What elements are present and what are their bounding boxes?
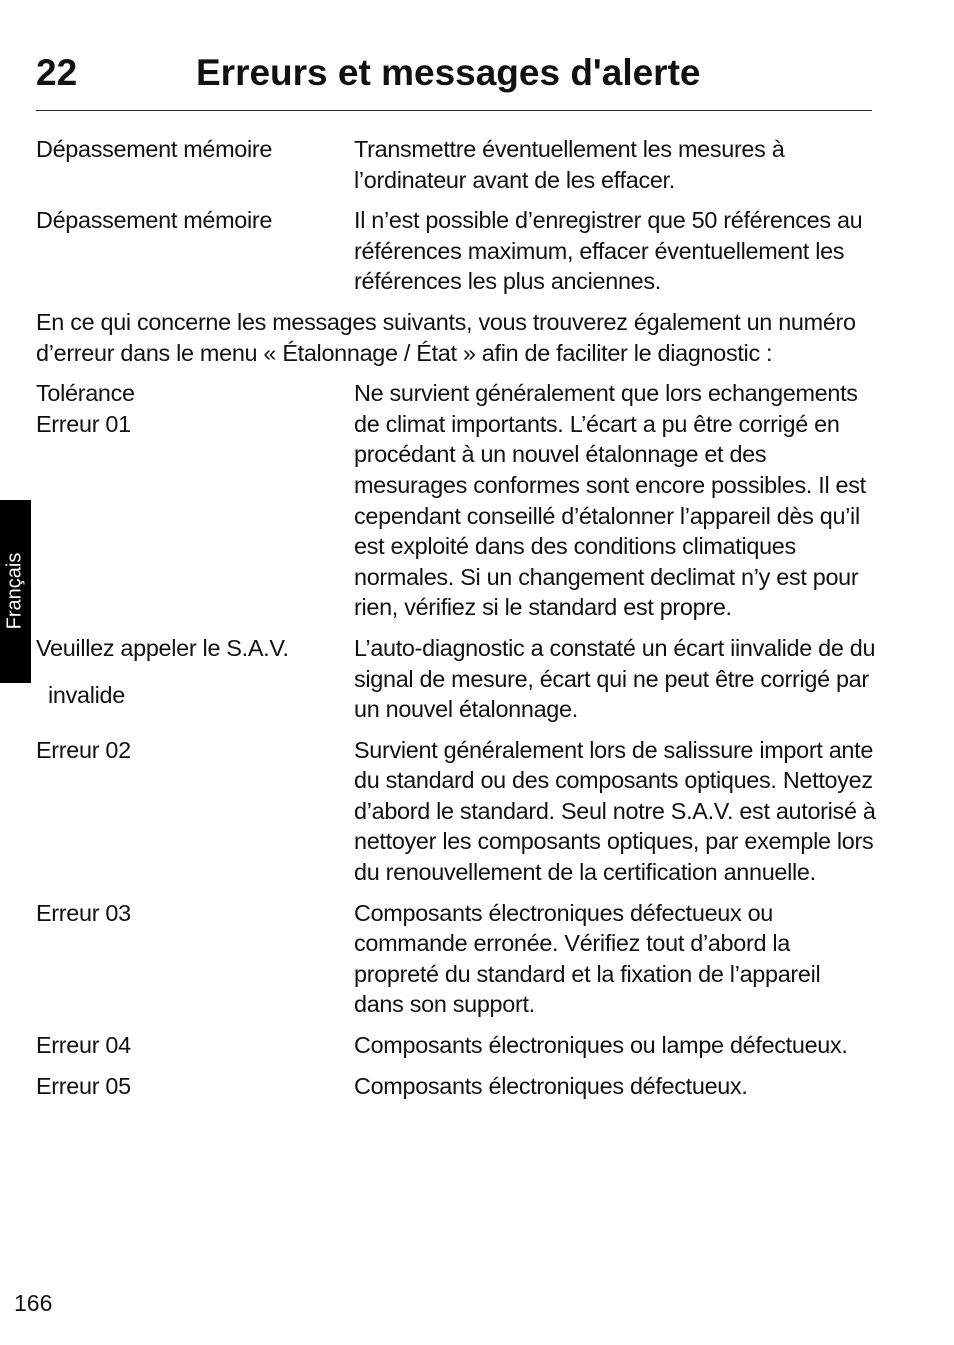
term-line-sav: Veuillez appeler le S.A.V. (36, 634, 289, 661)
language-tab-label: Français (3, 552, 26, 630)
message-term (36, 378, 354, 439)
message-description: Il n’est possible d’enregistrer que 50 références au références maximum, effacer éventuellement les références les plus anciennes. (354, 207, 863, 295)
message-description: L’auto-diagnostic a constaté un écart iinvalide de du signal de mesure, écart qui ne peut être corrigé par un nouvel étalonnage. (354, 634, 876, 723)
message-description: Composants électroniques ou lampe défectueux. (354, 1032, 848, 1059)
message-row (36, 1030, 876, 1061)
message-description: Composants électroniques défectueux ou commande erronée. Vérifiez tout d’abord la propreté du standard et la fixation de l’appareil dans son support. (354, 899, 821, 1018)
message-term: Erreur 03 (36, 899, 131, 926)
language-tab (0, 500, 31, 683)
message-description: Transmettre éventuellement les mesures à l’ordinateur avant de les effacer. (354, 136, 785, 193)
message-description: Composants électroniques défectueux. (354, 1072, 748, 1099)
message-term: Erreur 04 (36, 1032, 131, 1059)
message-term (36, 633, 354, 710)
term-line-error-code: Erreur 01 (36, 410, 131, 437)
message-row (36, 898, 876, 1020)
chapter-header (36, 50, 872, 111)
message-term: Erreur 02 (36, 736, 131, 763)
message-row (36, 735, 876, 888)
chapter-title: Erreurs et messages d'alerte (196, 52, 701, 93)
intro-paragraph: En ce qui concerne les messages suivants, vous trouverez également un numéro d’erreur dans le menu « Étalonnage / État » afin de faciliter le diagnostic : (36, 308, 856, 366)
message-term: Erreur 05 (36, 1072, 131, 1099)
message-row-tolerance (36, 378, 876, 623)
message-row (36, 205, 876, 297)
message-row-sav (36, 633, 876, 725)
message-row (36, 1071, 876, 1102)
message-description: Survient généralement lors de salissure import ante du standard ou des composants optiques. Nettoyez d’abord le standard. Seul notre S.A.V. est autorisé à nettoyer les composants optiques, par exemple lors du renouvellement de la certification annuelle. (354, 736, 876, 886)
message-description: Ne survient généralement que lors echangements de climat importants. L’écart a pu être corrigé en procédant à un nouvel étalonnage et des mesurages conformes sont encore possibles. Il est cependant conseillé d’étalonner l’appareil dès qu’il est exploité dans des conditions climatiques normales. Si un changement declimat n’y est pour rien, vérifiez si le standard est propre. (354, 380, 866, 621)
page-number: 166 (14, 1290, 53, 1316)
message-term: Dépassement mémoire (36, 136, 273, 162)
term-line-invalide: invalide (48, 681, 125, 708)
message-term: Dépassement mémoire (36, 207, 273, 234)
error-message-list (36, 134, 876, 1111)
term-line-tolerance: Tolérance (36, 380, 135, 407)
chapter-number: 22 (36, 52, 78, 93)
message-row (36, 134, 876, 195)
